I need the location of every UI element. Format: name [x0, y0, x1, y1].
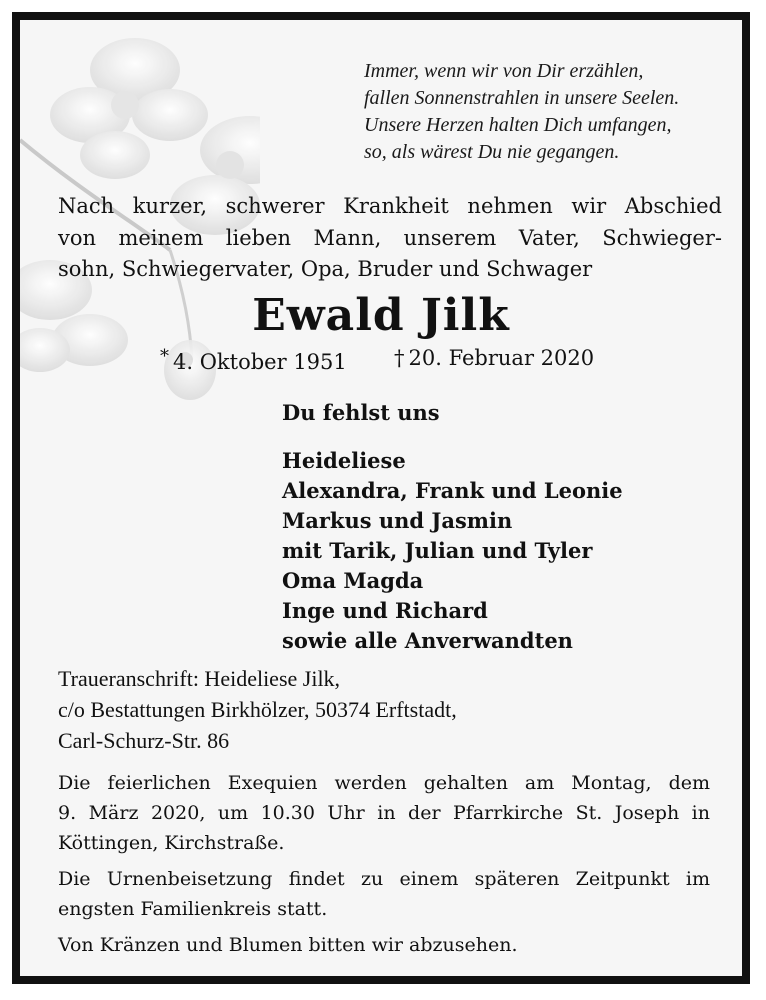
- address-line: c/o Bestattungen Birkhölzer, 50374 Erftstadt,: [58, 697, 457, 722]
- family-member: Heideliese: [282, 448, 406, 473]
- poem-line: Immer, wenn wir von Dir erzählen,: [364, 60, 644, 82]
- intro-line: von meinem lieben Mann, unserem Vater, Schwieger-: [58, 225, 722, 250]
- family-member: sowie alle Anverwandten: [282, 628, 573, 653]
- family-member: Inge und Richard: [282, 598, 488, 623]
- birth-date: [160, 346, 347, 374]
- intro-text: [58, 191, 722, 286]
- family-heading: Du fehlst uns: [282, 400, 440, 425]
- exequien-line: 9. März 2020, um 10.30 Uhr in der Pfarrkirche St. Joseph in: [58, 802, 710, 824]
- family-member: Markus und Jasmin: [282, 508, 513, 533]
- exequien-line: Köttingen, Kirchstraße.: [58, 832, 285, 854]
- death-cross-icon: †: [394, 346, 405, 370]
- family-block: [282, 398, 623, 656]
- service-info: [58, 768, 710, 960]
- family-member: Alexandra, Frank und Leonie: [282, 478, 623, 503]
- birth-date-text: 4. Oktober 1951: [173, 350, 347, 374]
- poem-line: fallen Sonnenstrahlen in unsere Seelen.: [364, 87, 680, 109]
- intro-line: sohn, Schwiegervater, Opa, Bruder und Schwager: [58, 257, 593, 281]
- urne-line: engsten Familienkreis statt.: [58, 898, 328, 920]
- family-member: Oma Magda: [282, 568, 424, 593]
- obituary-frame: [12, 12, 750, 984]
- poem-line: Unsere Herzen halten Dich umfangen,: [364, 114, 672, 136]
- address-line: Carl-Schurz-Str. 86: [58, 728, 230, 753]
- family-member: mit Tarik, Julian und Tyler: [282, 538, 593, 563]
- address-line: Traueranschrift: Heideliese Jilk,: [58, 666, 341, 691]
- intro-line: Nach kurzer, schwerer Krankheit nehmen wir Abschied: [58, 194, 722, 218]
- death-date: [394, 346, 594, 370]
- death-date-text: 20. Februar 2020: [408, 346, 595, 370]
- mourning-address: [58, 663, 457, 756]
- exequien-line: Die feierlichen Exequien werden gehalten am Montag, dem: [58, 772, 710, 794]
- blumen-line: Von Kränzen und Blumen bitten wir abzusehen.: [58, 934, 518, 956]
- poem: [364, 58, 679, 166]
- poem-line: so, als wärest Du nie gegangen.: [364, 141, 620, 163]
- birth-star-icon: *: [160, 346, 169, 367]
- deceased-name: Ewald Jilk: [252, 290, 510, 341]
- urne-line: Die Urnenbeisetzung findet zu einem späteren Zeitpunkt im: [58, 868, 710, 890]
